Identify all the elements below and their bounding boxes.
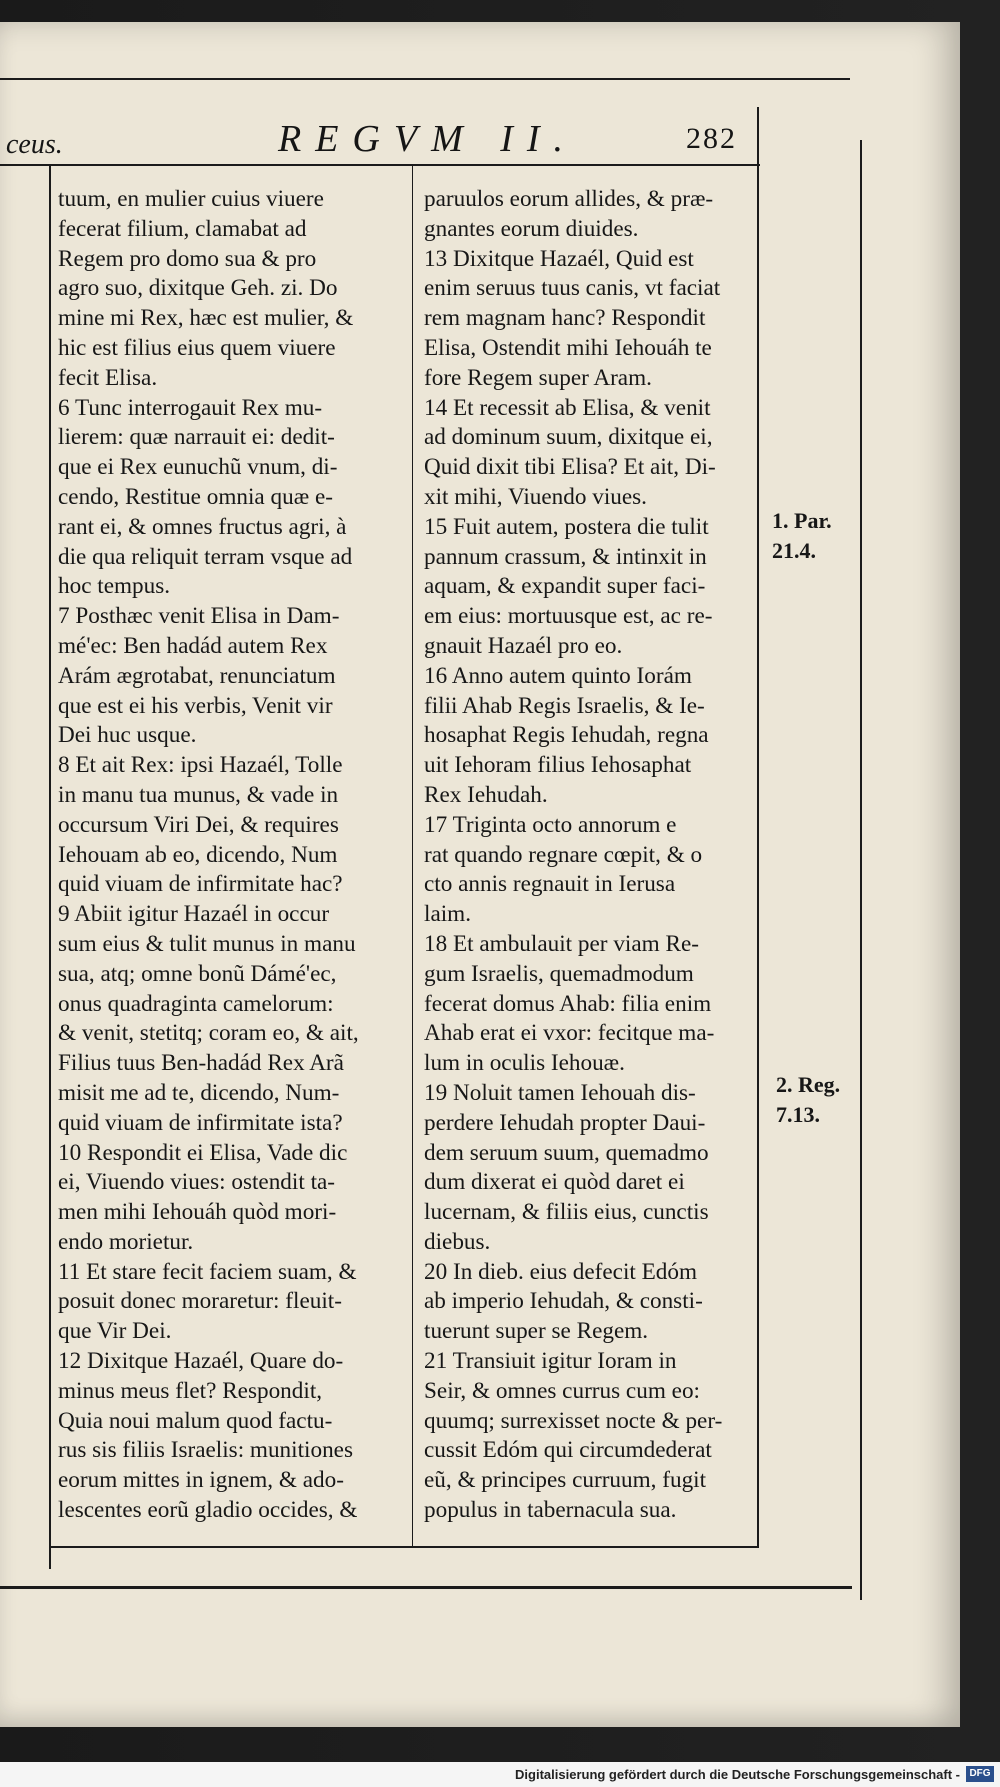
right-text-column: [424, 185, 746, 1526]
text-line: 19 Noluit tamen Iehouah dis-: [424, 1079, 696, 1106]
text-line: fecit Elisa.: [58, 364, 158, 391]
text-line: uit Iehoram filius Iehosaphat: [424, 752, 692, 779]
text-line: Quid dixit tibi Elisa? Et ait, Di-: [424, 454, 716, 481]
margin-note-1-line2: 21.4.: [772, 538, 816, 563]
top-rule: [0, 78, 850, 80]
text-line: ab imperio Iehudah, & consti-: [424, 1288, 703, 1315]
header-rule: [0, 164, 760, 166]
text-line: fore Regem super Aram.: [424, 364, 652, 391]
text-line: Elisa, Ostendit mihi Iehouáh te: [424, 334, 712, 361]
text-line: & venit, stetitq; coram eo, & ait,: [58, 1020, 359, 1047]
text-line: rus sis filiis Israelis: munitiones: [58, 1437, 353, 1464]
text-line: misit me ad te, dicendo, Num-: [58, 1079, 340, 1106]
text-line: laim.: [424, 901, 472, 928]
text-line: 20 In dieb. eius defecit Edóm: [424, 1258, 698, 1285]
text-line: lucernam, & filiis eius, cunctis: [424, 1199, 709, 1226]
text-line: Iehouam ab eo, dicendo, Num: [58, 841, 338, 868]
text-line: rat quando regnare cœpit, & o: [424, 841, 703, 868]
text-line: cto annis regnauit in Ierusa: [424, 871, 676, 898]
margin-note-2: [776, 1070, 840, 1130]
page-title: REGVM II.: [278, 118, 578, 160]
text-line: Rex Iehudah.: [424, 781, 548, 808]
dfg-logo: DFG: [966, 1766, 994, 1782]
text-line: tuerunt super se Regem.: [424, 1318, 649, 1345]
text-line: Filius tuus Ben-hadád Rex Arã: [58, 1050, 344, 1077]
text-line: rem magnam hanc? Respondit: [424, 305, 706, 332]
book-page: [0, 22, 960, 1727]
funding-credit: Digitalisierung gefördert durch die Deutsche Forschungsgemeinschaft -: [515, 1767, 960, 1782]
text-line: populus in tabernacula sua.: [424, 1497, 677, 1524]
text-line: in manu tua munus, & vade in: [58, 781, 339, 808]
text-line: cendo, Restitue omnia quæ e-: [58, 483, 333, 510]
text-line: aquam, & expandit super faci-: [424, 573, 706, 600]
text-line: die qua reliquit terram vsque ad: [58, 543, 353, 570]
text-line: paruulos eorum allides, & præ-: [424, 186, 714, 212]
text-line: 18 Et ambulauit per viam Re-: [424, 930, 699, 957]
text-line: minus meus flet? Respondit,: [58, 1377, 323, 1404]
bottom-text-rule: [49, 1546, 759, 1548]
text-line: lescentes eorũ gladio occides, &: [58, 1497, 358, 1524]
text-line: 6 Tunc interrogauit Rex mu-: [58, 394, 323, 421]
right-frame-rule: [757, 107, 759, 1547]
text-line: men mihi Iehouáh quòd mori-: [58, 1199, 337, 1226]
text-line: 7 Posthæc venit Elisa in Dam-: [58, 603, 340, 630]
text-line: gum Israelis, quemadmodum: [424, 960, 694, 987]
margin-note-1-line1: 1. Par.: [772, 508, 832, 533]
text-line: dem seruum suum, quemadmo: [424, 1139, 709, 1166]
text-line: diebus.: [424, 1228, 491, 1255]
text-line: 21 Transiuit igitur Ioram in: [424, 1348, 677, 1375]
text-line: fecerat domus Ahab: filia enim: [424, 990, 712, 1017]
text-line: agro suo, dixitque Geh. zi. Do: [58, 275, 338, 302]
bottom-rule: [0, 1586, 852, 1589]
margin-note-2-line1: 2. Reg.: [776, 1072, 841, 1097]
text-line: que ei Rex eunuchũ vnum, di-: [58, 454, 338, 481]
text-line: Regem pro domo sua & pro: [58, 245, 317, 272]
page-number: 282: [686, 122, 737, 155]
text-line: enim seruus tuus canis, vt faciat: [424, 275, 721, 302]
text-line: onus quadraginta camelorum:: [58, 990, 334, 1017]
text-line: hoc tempus.: [58, 573, 171, 600]
text-line: Ahab erat ei vxor: fecitque ma-: [424, 1020, 715, 1047]
text-line: gnauit Hazaél pro eo.: [424, 632, 623, 659]
text-line: occursum Viri Dei, & requires: [58, 811, 339, 838]
margin-frame-rule: [860, 140, 862, 1600]
text-line: sum eius & tulit munus in manu: [58, 930, 356, 957]
left-frame-rule: [49, 164, 51, 1569]
text-line: 15 Fuit autem, postera die tulit: [424, 513, 709, 540]
text-line: perdere Iehudah propter Daui-: [424, 1109, 706, 1136]
text-line: hic est filius eius quem viuere: [58, 334, 336, 361]
text-line: eorum mittes in ignem, & ado-: [58, 1467, 344, 1494]
text-line: cussit Edóm qui circumdederat: [424, 1437, 712, 1464]
column-divider: [412, 164, 413, 1546]
text-line: 16 Anno autem quinto Iorám: [424, 662, 692, 689]
text-line: 14 Et recessit ab Elisa, & venit: [424, 394, 711, 421]
text-line: Arám ægrotabat, renunciatum: [58, 662, 336, 689]
text-line: gnantes eorum diuides.: [424, 215, 639, 242]
text-line: mine mi Rex, hæc est mulier, &: [58, 305, 354, 332]
text-line: hosaphat Regis Iehudah, regna: [424, 722, 709, 749]
text-line: 11 Et stare fecit faciem suam, &: [58, 1258, 357, 1285]
text-line: em eius: mortuusque est, ac re-: [424, 603, 713, 630]
text-line: 12 Dixitque Hazaél, Quare do-: [58, 1348, 344, 1375]
text-line: 8 Et ait Rex: ipsi Hazaél, Tolle: [58, 752, 343, 779]
text-line: sua, atq; omne bonũ Dámé'ec,: [58, 960, 337, 987]
text-line: Seir, & omnes currus cum eo:: [424, 1377, 700, 1404]
text-line: 17 Triginta octo annorum e: [424, 811, 677, 838]
text-line: xit mihi, Viuendo viues.: [424, 483, 647, 510]
text-line: mé'ec: Ben hadád autem Rex: [58, 632, 328, 659]
text-line: Dei huc usque.: [58, 722, 197, 749]
text-line: quid viuam de infirmitate hac?: [58, 871, 343, 898]
text-line: eũ, & principes curruum, fugit: [424, 1467, 707, 1494]
text-line: rant ei, & omnes fructus agri, à: [58, 513, 347, 540]
text-line: Quia noui malum quod factu-: [58, 1407, 333, 1434]
text-line: filii Ahab Regis Israelis, & Ie-: [424, 692, 705, 719]
text-line: dum dixerat ei quòd daret ei: [424, 1169, 685, 1196]
text-line: fecerat filium, clamabat ad: [58, 215, 307, 242]
left-text-column: [58, 185, 398, 1526]
text-line: 10 Respondit ei Elisa, Vade dic: [58, 1139, 348, 1166]
text-line: 9 Abiit igitur Hazaél in occur: [58, 901, 330, 928]
text-line: tuum, en mulier cuius viuere: [58, 186, 324, 212]
text-line: lum in oculis Iehouæ.: [424, 1050, 625, 1077]
margin-note-1: [772, 506, 832, 566]
running-head-left: ceus.: [6, 129, 63, 160]
text-line: lierem: quæ narrauit ei: dedit-: [58, 424, 335, 451]
text-line: que est ei his verbis, Venit vir: [58, 692, 333, 719]
text-line: que Vir Dei.: [58, 1318, 172, 1345]
text-line: quumq; surrexisset nocte & per-: [424, 1407, 723, 1434]
text-line: endo morietur.: [58, 1228, 194, 1255]
text-line: posuit donec moraretur: fleuit-: [58, 1288, 342, 1315]
text-line: ad dominum suum, dixitque ei,: [424, 424, 713, 451]
text-line: ei, Viuendo viues: ostendit ta-: [58, 1169, 336, 1196]
text-line: 13 Dixitque Hazaél, Quid est: [424, 245, 694, 272]
margin-note-2-line2: 7.13.: [776, 1102, 820, 1127]
text-line: pannum crassum, & intinxit in: [424, 543, 707, 570]
text-line: quid viuam de infirmitate ista?: [58, 1109, 343, 1136]
